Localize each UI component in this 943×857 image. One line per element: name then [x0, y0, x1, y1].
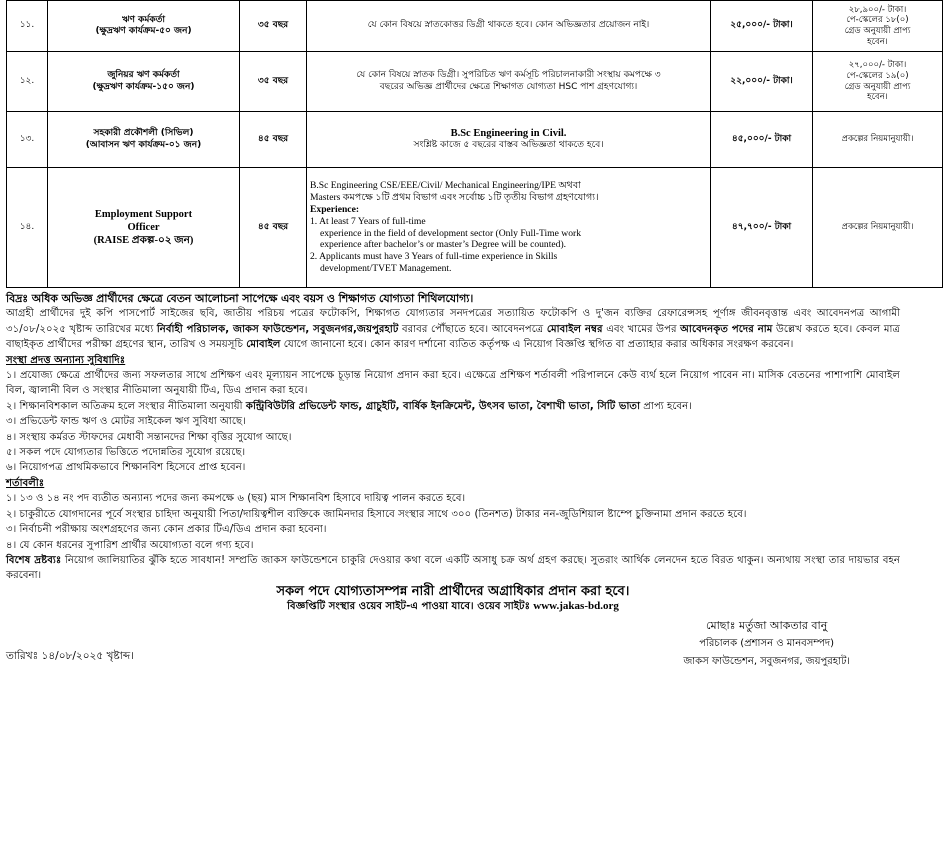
- text-run: উল্লেখ করতে হবে। কেবল মাত্র বাছাইকৃত প্রার্থীদের পরীক্ষা গ্রহণের স্থান, তারিখ ও সময়সূচি: [6, 323, 900, 351]
- post-name: Employment Support: [94, 208, 193, 220]
- post-name: জুনিয়র ঋণ কর্মকর্তা: [107, 70, 180, 81]
- mobile-number-text: মোবাইল নম্বর: [546, 323, 603, 335]
- benefit-item: ১। প্রযোজ্য ক্ষেত্রে প্রার্থীদের জন্য সফলতার সাথে প্রশিক্ষণ এবং মূল্যায়ন সাপেক্ষে চূড়ান্ত নিয়োগ প্রদান করা হবে। এক্ষেত্রে প্রশিক্ষণ শর্তাবলী পরিপালনে কেউ ব্যর্থ হলে নিয়োগ পাবেন না। মাসিক বেতনের পাশাপাশি মোবাইল বিল, জ্বালানী বিল ও সংস্থার নীতিমালা অনুযায়ী টিএ, ডিএ প্রদান করা হবে।: [6, 370, 900, 397]
- post-project: (RAISE প্রকল্প-০২ জন): [93, 235, 194, 247]
- note-headline: বিদ্রঃ অধিক অভিজ্ঞ প্রার্থীদের ক্ষেত্রে বেতন আলোচনা সাপেক্ষে এবং বয়স ও শিক্ষাগত যোগ্যতা শিথিলযোগ্য।: [6, 292, 474, 305]
- qualification-cell: [307, 112, 711, 168]
- salary-cell: ২২,০০০/- টাকা।: [711, 52, 813, 112]
- qualification-cell: যে কোন বিষয়ে স্নাতকোত্তর ডিগ্রী থাকতে হবে। কোন অভিজ্ঞতার প্রয়োজন নাই।: [307, 1, 711, 52]
- post-name-text: আবেদনকৃত পদের নাম: [680, 323, 773, 335]
- qualification-cell: [307, 168, 711, 288]
- condition-item: ৩। নির্বাচনী পরীক্ষায় অংশগ্রহণের জন্য কোন প্রকার টিএ/ডিএ প্রদান করা হবেনা।: [6, 524, 327, 536]
- address-text: নির্বাহী পরিচালক, জাকস ফাউন্ডেশন, সবুজনগর,জয়পুরহাট: [156, 323, 399, 335]
- website-line: [6, 599, 900, 614]
- application-paragraph: [6, 306, 900, 352]
- qualification-line: B.Sc Engineering CSE/EEE/Civil/ Mechanical Engineering/IPE অথবা: [310, 179, 581, 191]
- text-run: ২। শিক্ষানবিশকাল অতিক্রম হলে সংস্থার নীতিমালা অনুযায়ী: [6, 400, 243, 412]
- table-row: [7, 112, 943, 168]
- benefit-list-text: কন্ট্রিবিউটরি প্রভিডেন্ট ফান্ড, গ্রাচুইটি, বার্ষিক ইনক্রিমেন্ট, উৎসব ভাতা, বৈশাখী ভাতা, সিটি ভাতা: [245, 400, 641, 412]
- signature-block: [683, 617, 850, 671]
- text-run: আগ্রহী প্রার্থীদের দুই কপি পাসপোর্ট সাইজের ছবি, জাতীয় পরিচয় পত্রের ফটোকপি, শিক্ষাগত যোগ্যতার সনদপত্রের সত্যায়িত ফটোকপি ও দু'জন ব্যক্তির রেফারেন্সসহ পূর্ণাঙ্গ জীবনবৃত্তান্ত এবং আবেদনপত্র আগামী ৩১/০৮/২০২৫ খৃষ্টাব্দ তারিখের মধ্যে: [6, 308, 900, 335]
- signatory-name: মোছাঃ মর্তুজা আকতার বানু: [706, 618, 828, 632]
- note-line: গ্রেড অনুযায়ী প্রাপ্য: [844, 81, 911, 92]
- experience-line: development/TVET Management.: [320, 263, 452, 275]
- text-run: বরাবর পৌঁছাতে হবে। আবেদনপত্রে: [401, 323, 544, 335]
- condition-item: ২। চাকুরীতে যোগদানের পূর্বে সংস্থার চাহিদা অনুযায়ী পিতা/দায়িত্বশীল ব্যক্তিকে জামিনদার হিসাবে সংস্থার সাথে ৩০০ (তিনশত) টাকার নন-জুডিশিয়াল ষ্টাম্পে চুক্তিনামা প্রদান করতে হবে।: [6, 508, 747, 520]
- age-cell: ৩৫ বছর: [240, 52, 307, 112]
- benefit-item: ৪। সংস্থায় কর্মরত স্টাফদের মেধাবী সন্তানদের শিক্ষা বৃত্তির সুযোগ আছে।: [6, 431, 292, 443]
- salary-cell: ৪৭,৭০০/- টাকা: [711, 168, 813, 288]
- post-cell: [48, 52, 240, 112]
- qualification-line: সংশ্লিষ্ট কাজে ৫ বছরের বাস্তব অভিজ্ঞতা থাকতে হবে।: [413, 140, 604, 151]
- note-line: পে-স্কেলের ১৯(০): [846, 70, 909, 81]
- note-cell: [813, 52, 943, 112]
- text-run: যোগে জানানো হবে। কোন কারণ দর্শানো ব্যতিত কর্তৃপক্ষ এ নিয়োগ বিজ্ঞপ্তি স্থগিত বা প্রত্যাহার করার অধিকার সংরক্ষণ করবেন।: [283, 339, 794, 351]
- serial-cell: ১৪.: [7, 168, 48, 288]
- post-project: (ক্ষুদ্রঋণ কার্যক্রম-১৫০ জন): [92, 81, 195, 92]
- serial-cell: ১১.: [7, 1, 48, 52]
- experience-line: 2. Applicants must have 3 Years of full-time experience in Skills: [310, 251, 558, 263]
- experience-title: Experience:: [310, 203, 360, 215]
- warning-text: নিয়োগ জালিয়াতির ঝুঁকি হতে সাবধান! সম্প্রতি জাকস ফাউন্ডেশনে চাকুরি দেওয়ার কথা বলে একটি অসাধু চক্র অর্থ গ্রহণ করছে। সুতরাং আর্থিক লেনদেন হতে বিরত থাকুন। অন্যথায় সংস্থা তার দায়ভার বহন করবেনা।: [6, 554, 900, 582]
- priority-line: সকল পদে যোগ্যতাসম্পন্ন নারী প্রার্থীদের অগ্রাধিকার প্রদান করা হবে।: [276, 583, 630, 599]
- post-name: Officer: [127, 221, 160, 233]
- experience-line: 1. At least 7 Years of full-time: [310, 215, 426, 227]
- note-cell: [813, 1, 943, 52]
- text-run: প্রাপ্য হবেন।: [643, 400, 692, 412]
- benefit-item: ৫। সকল পদে যোগ্যতার ভিত্তিতে পদোন্নতির সুযোগ রয়েছে।: [6, 447, 246, 459]
- benefit-item: ৩। প্রভিডেন্ট ফান্ড ঋণ ও মোটর সাইকেল ঋণ সুবিধা আছে।: [6, 416, 246, 428]
- note-line: পে-স্কেলের ১৮(০): [846, 15, 909, 26]
- salary-cell: ২৫,০০০/- টাকা।: [711, 1, 813, 52]
- age-cell: ৪৫ বছর: [240, 168, 307, 288]
- qualification-line: Masters কমপক্ষে ১টি প্রথম বিভাগ এবং সর্বোচ্চ ১টি তৃতীয় বিভাগ গ্রহণযোগ্য।: [310, 191, 599, 203]
- table-row: [7, 1, 943, 52]
- serial-cell: ১৩.: [7, 112, 48, 168]
- post-name: ঋণ কর্মকর্তা: [122, 14, 165, 25]
- serial-cell: ১২.: [7, 52, 48, 112]
- table-row: [7, 52, 943, 112]
- condition-item: ৪। যে কোন ধরনের সুপারিশ প্রার্থীর অযোগ্যতা বলে গণ্য হবে।: [6, 539, 254, 551]
- qualification-cell: [307, 52, 711, 112]
- salary-cell: ৪৫,০০০/- টাকা: [711, 112, 813, 168]
- note-line: ২৭,০০০/- টাকা।: [848, 60, 907, 71]
- post-name: সহকারী প্রকৌশলী (সিভিল): [93, 128, 194, 139]
- post-cell: [48, 112, 240, 168]
- note-line: ২৮,৯০০/- টাকা।: [848, 4, 907, 15]
- table-row: [7, 168, 943, 288]
- warning-paragraph: [6, 553, 900, 584]
- benefit-item: [6, 399, 900, 414]
- footer: [6, 617, 900, 677]
- signatory-designation: পরিচালক (প্রশাসন ও মানবসম্পদ): [699, 637, 835, 649]
- website-label: বিজ্ঞপ্তিটি সংস্থার ওয়েব সাইট-এ পাওয়া যাবে। ওয়েব সাইটঃ: [287, 601, 531, 613]
- benefits-title: সংস্থা প্রদত্ত অন্যান্য সুবিধাদিঃ: [6, 354, 126, 366]
- post-cell: [48, 1, 240, 52]
- mobile-text: মোবাইল: [246, 339, 281, 351]
- note-cell: প্রকল্পের নিয়মানুযায়ী।: [813, 112, 943, 168]
- signatory-organization: জাকস ফাউন্ডেশন, সবুজনগর, জয়পুরহাট।: [683, 655, 850, 667]
- notice-body: [6, 291, 900, 615]
- qualification-line: যে কোন বিষয়ে স্নাতক ডিগ্রী। সুপরিচিত ঋণ কর্মসূচি পরিচালনাকারী সংস্থায় কমপক্ষে ৩: [356, 70, 661, 81]
- text-run: এবং খামের উপর: [606, 323, 677, 335]
- website-link[interactable]: www.jakas-bd.org: [533, 600, 619, 613]
- experience-line: experience in the field of development sector (Only Full-Time work: [320, 227, 582, 239]
- issue-date: তারিখঃ ১৪/০৮/২০২৫ খৃষ্টাব্দ।: [6, 649, 134, 662]
- qualification-line: বছরের অভিজ্ঞ প্রার্থীদের ক্ষেত্রে শিক্ষাগত যোগ্যতা HSC পাশ গ্রহণযোগ্য।: [379, 81, 638, 92]
- job-table: [6, 0, 943, 288]
- conditions-title: শর্তাবলীঃ: [6, 477, 45, 489]
- condition-item: ১। ১৩ ও ১৪ নং পদ ব্যতীত অন্যান্য পদের জন্য কমপক্ষে ৬ (ছয়) মাস শিক্ষানবিশ হিসাবে দায়িত্ব পালন করতে হবে।: [6, 493, 466, 505]
- note-line: হবেন।: [867, 92, 888, 103]
- post-project: (আবাসন ঋণ কার্যক্রম-০১ জন): [85, 139, 202, 150]
- warning-label: বিশেষ দ্রষ্টব্যঃ: [6, 554, 62, 566]
- benefit-item: ৬। নিয়োগপত্র প্রাথমিকভাবে শিক্ষানবিশ হিসেবে প্রাপ্ত হবেন।: [6, 462, 246, 474]
- circular-page: [6, 0, 914, 677]
- experience-line: experience after bachelor’s or master’s Degree will be counted).: [320, 239, 567, 251]
- note-line: গ্রেড অনুযায়ী প্রাপ্য: [844, 26, 911, 36]
- post-project: (ক্ষুদ্রঋণ কার্যক্রম-৫০ জন): [95, 26, 192, 36]
- age-cell: ৪৫ বছর: [240, 112, 307, 168]
- age-cell: ৩৫ বছর: [240, 1, 307, 52]
- post-cell: [48, 168, 240, 288]
- qualification-line: B.Sc Engineering in Civil.: [450, 128, 567, 140]
- note-line: হবেন।: [867, 36, 888, 47]
- note-cell: প্রকল্পের নিয়মানুযায়ী।: [813, 168, 943, 288]
